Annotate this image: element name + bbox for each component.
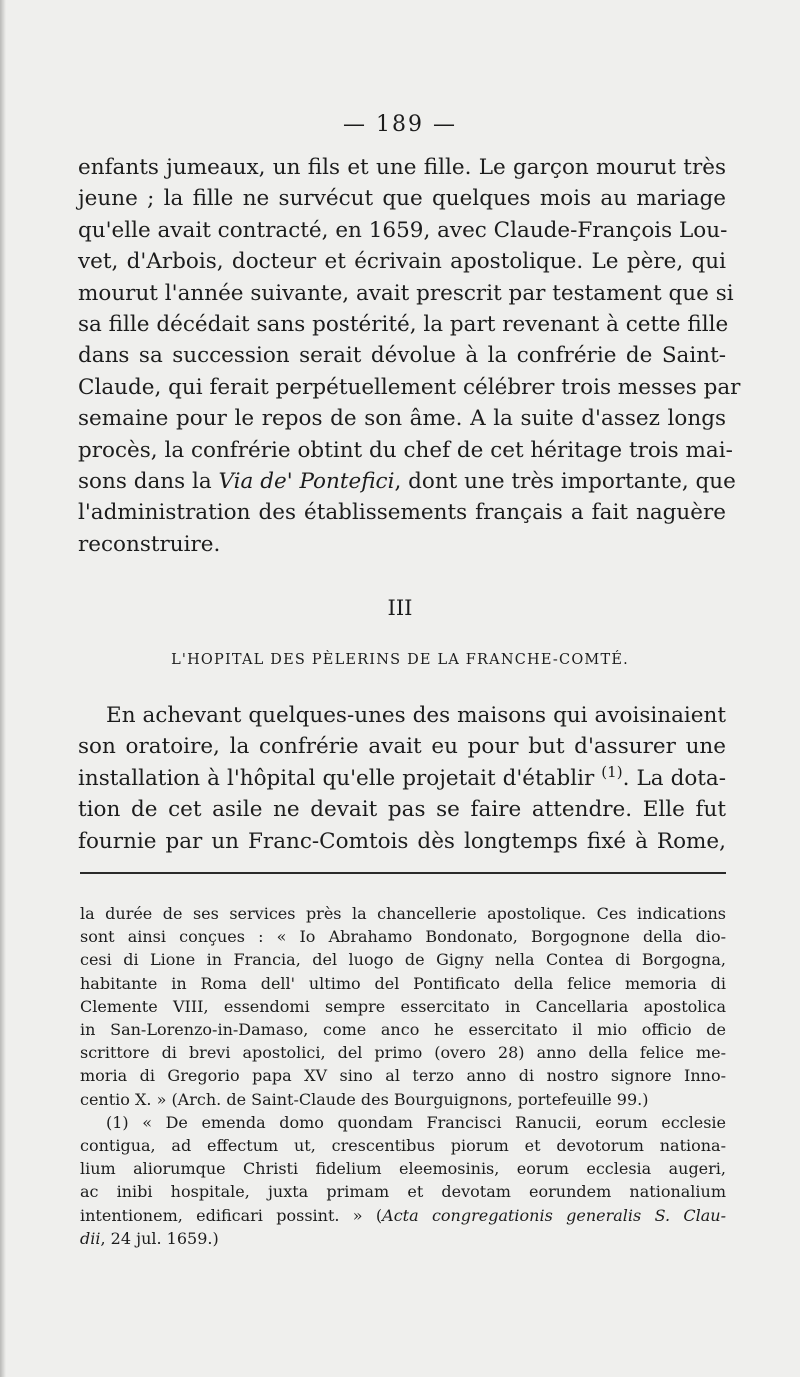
- footnote-line: [80, 1227, 726, 1250]
- footnote-line: lium aliorumque Christi fidelium eleemosinis, eorum ecclesia augeri,: [80, 1159, 726, 1179]
- footnote-line: cesi di Lione in Francia, del luogo de Gigny nella Contea di Borgogna,: [80, 950, 726, 970]
- text-line: jeune ; la fille ne survécut que quelques mois au mariage: [78, 186, 726, 212]
- text-line: [78, 466, 736, 497]
- paragraph-heritage: [78, 152, 741, 560]
- text-segment: installation à l'hôpital qu'elle projetait d'établir: [78, 765, 602, 791]
- text-line: l'administration des établissements français a fait naguère: [78, 500, 726, 526]
- text-line: enfants jumeaux, un fils et une fille. Le garçon mourut très: [78, 155, 726, 180]
- footnote-line: [80, 1204, 726, 1227]
- text-line: vet, d'Arbois, docteur et écrivain apostolique. Le père, qui: [78, 249, 726, 275]
- footnote-divider: [80, 872, 726, 874]
- section-number: III: [387, 596, 413, 620]
- text-line: En achevant quelques-unes des maisons qui avoisinaient: [106, 703, 726, 728]
- text-line: tion de cet asile ne devait pas se faire attendre. Elle fut: [78, 797, 726, 823]
- italic-citation: dii: [80, 1228, 101, 1248]
- text-line: Claude, qui ferait perpétuellement célébrer trois messes par: [78, 374, 741, 400]
- text-segment: , dont une très importante, que: [394, 469, 736, 495]
- text-line: fournie par un Franc-Comtois dès longtemps fixé à Rome,: [78, 828, 726, 854]
- text-segment: . La dota-: [622, 765, 727, 791]
- text-line: son oratoire, la confrérie avait eu pour but d'assurer une: [78, 734, 726, 760]
- text-segment: sons dans la: [78, 469, 219, 495]
- footnote-line: habitante in Roma dell' ultimo del Pontificato della felice memoria di: [80, 973, 726, 993]
- text-line: semaine pour le repos de son âme. A la suite d'assez longs: [78, 406, 726, 432]
- italic-citation: Acta congregationis generalis S. Clau-: [382, 1205, 726, 1225]
- text-line: qu'elle avait contracté, en 1659, avec Claude-François Lou-: [78, 217, 728, 243]
- footnote-line: moria di Gregorio papa XV sino al terzo anno di nostro signore Inno-: [80, 1066, 726, 1086]
- footnote-line: Clemente VIII, essendomi sempre essercitato in Cancellaria apostolica: [80, 996, 726, 1016]
- text-line: reconstruire.: [78, 531, 221, 557]
- text-line: sa fille décédait sans postérité, la part revenant à cette fille: [78, 312, 729, 338]
- footnotes: [80, 902, 726, 1250]
- footnote-line: centio X. » (Arch. de Saint-Claude des Bourguignons, portefeuille 99.): [80, 1089, 649, 1109]
- italic-place-name: Via de' Pontefici: [218, 469, 395, 495]
- footnote-line: (1) « De emenda domo quondam Francisci Ranucii, eorum ecclesie: [106, 1112, 726, 1132]
- footnote-line: ac inibi hospitale, juxta primam et devotam eorundem nationalium: [80, 1182, 726, 1202]
- footnote-line: in San-Lorenzo-in-Damaso, come anco he essercitato il mio officio de: [80, 1020, 726, 1040]
- footnote-reference: (1): [601, 762, 623, 781]
- text-segment: , 24 jul. 1659.): [100, 1228, 219, 1248]
- footnote-line: contigua, ad effectum ut, crescentibus piorum et devotorum nationa-: [80, 1136, 726, 1156]
- page-number: — 189 —: [343, 112, 457, 137]
- text-line: dans sa succession serait dévolue à la confrérie de Saint-: [78, 343, 726, 369]
- footnote-line: sont ainsi conçues : « Io Abrahamo Bondonato, Borgognone della dio-: [80, 927, 726, 947]
- footnote-line: la durée de ses services près la chancellerie apostolique. Ces indications: [80, 904, 726, 923]
- text-line: procès, la confrérie obtint du chef de cet héritage trois mai-: [78, 437, 733, 463]
- section-title: L'HOPITAL DES PÈLERINS DE LA FRANCHE-COMTÉ.: [171, 652, 629, 668]
- text-line: [78, 763, 726, 794]
- paragraph-hospital: [78, 700, 726, 857]
- text-segment: intentionem, edificari possint. » (: [80, 1205, 383, 1225]
- text-line: mourut l'année suivante, avait prescrit par testament que si: [78, 280, 734, 306]
- footnote-line: scrittore di brevi apostolici, del primo (overo 28) anno della felice me-: [80, 1043, 726, 1063]
